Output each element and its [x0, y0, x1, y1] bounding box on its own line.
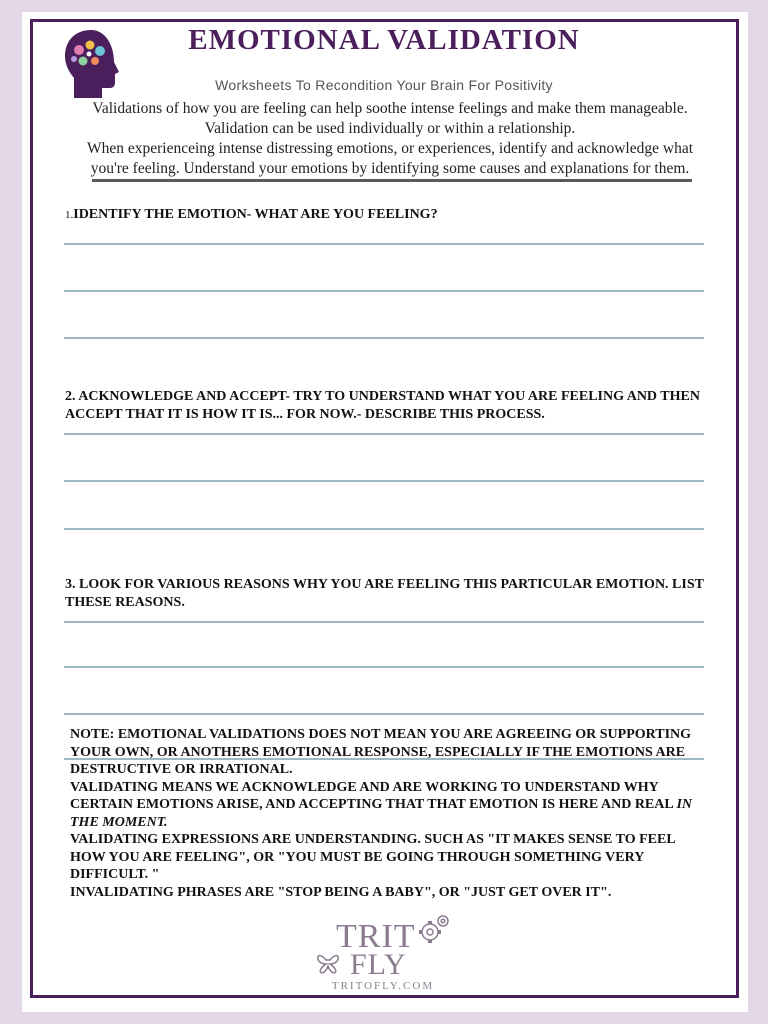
intro-paragraph — [70, 99, 710, 179]
answer-line[interactable] — [64, 337, 704, 339]
note-block — [70, 726, 710, 901]
answer-line[interactable] — [64, 713, 704, 715]
note-paragraph: VALIDATING EXPRESSIONS ARE UNDERSTANDING. SUCH AS "IT MAKES SENSE TO FEEL HOW YOU ARE FEELING", OR "YOU MUST BE GOING THROUGH SOMETHING VERY DIFFICULT. " — [70, 832, 675, 882]
answer-line[interactable] — [64, 480, 704, 482]
answer-line[interactable] — [64, 621, 704, 623]
note-paragraph: INVALIDATING PHRASES ARE "STOP BEING A BABY", OR "JUST GET OVER IT". — [70, 884, 612, 900]
answer-line[interactable] — [64, 243, 704, 245]
question-1 — [65, 206, 710, 224]
question-text: LOOK FOR VARIOUS REASONS WHY YOU ARE FEELING THIS PARTICULAR EMOTION. LIST THESE REASONS. — [65, 577, 704, 610]
note-text: VALIDATING MEANS WE ACKNOWLEDGE AND ARE WORKING TO UNDERSTAND WHY CERTAIN EMOTIONS ARISE, AND ACCEPTING THAT THAT EMOTION IS HERE AND REAL — [70, 779, 677, 812]
note-paragraph — [70, 779, 710, 832]
intro-line: Validations of how you are feeling can help soothe intense feelings and make them manageable. — [92, 100, 688, 117]
question-number: 1. — [65, 209, 74, 221]
intro-line: Validation can be used individually or within a relationship. — [204, 120, 576, 137]
question-number: 3. — [65, 577, 76, 592]
question-text: IDENTIFY THE EMOTION- WHAT ARE YOU FEELING? — [73, 207, 438, 222]
answer-line[interactable] — [64, 666, 704, 668]
note-paragraph: NOTE: EMOTIONAL VALIDATIONS DOES NOT MEAN YOU ARE AGREEING OR SUPPORTING YOUR OWN, OR ANOTHERS EMOTIONAL RESPONSE, ESPECIALLY IF THE EMOTIONS ARE DESTRUCTIVE OR IRRATIONAL. — [70, 727, 692, 777]
intro-divider — [92, 179, 692, 182]
note-emphasis: IN THE MOMENT. — [70, 797, 693, 830]
intro-line: you're feeling. Understand your emotions by identifying some causes and explanations for them. — [90, 160, 690, 177]
question-text: ACKNOWLEDGE AND ACCEPT- TRY TO UNDERSTAND WHAT YOU ARE FEELING AND THEN ACCEPT THAT IT IS HOW IT IS... FOR NOW.- DESCRIBE THIS PROCESS. — [65, 389, 700, 422]
question-3 — [65, 576, 710, 612]
answer-line[interactable] — [64, 433, 704, 435]
logo-word-trit: TRIT — [336, 918, 416, 955]
logo-url[interactable]: TRITOFLY.COM — [331, 980, 435, 992]
answer-line[interactable] — [64, 528, 704, 530]
question-2 — [65, 388, 710, 424]
question-number: 2. — [65, 389, 76, 404]
logo-word-fly: FLY — [350, 948, 407, 981]
page-title: EMOTIONAL VALIDATION — [188, 24, 580, 56]
intro-line: When experienceing intense distressing emotions, or experiences, identify and acknowledge what — [86, 140, 694, 157]
page-subtitle: Worksheets To Recondition Your Brain For Positivity — [215, 77, 553, 93]
answer-line[interactable] — [64, 290, 704, 292]
